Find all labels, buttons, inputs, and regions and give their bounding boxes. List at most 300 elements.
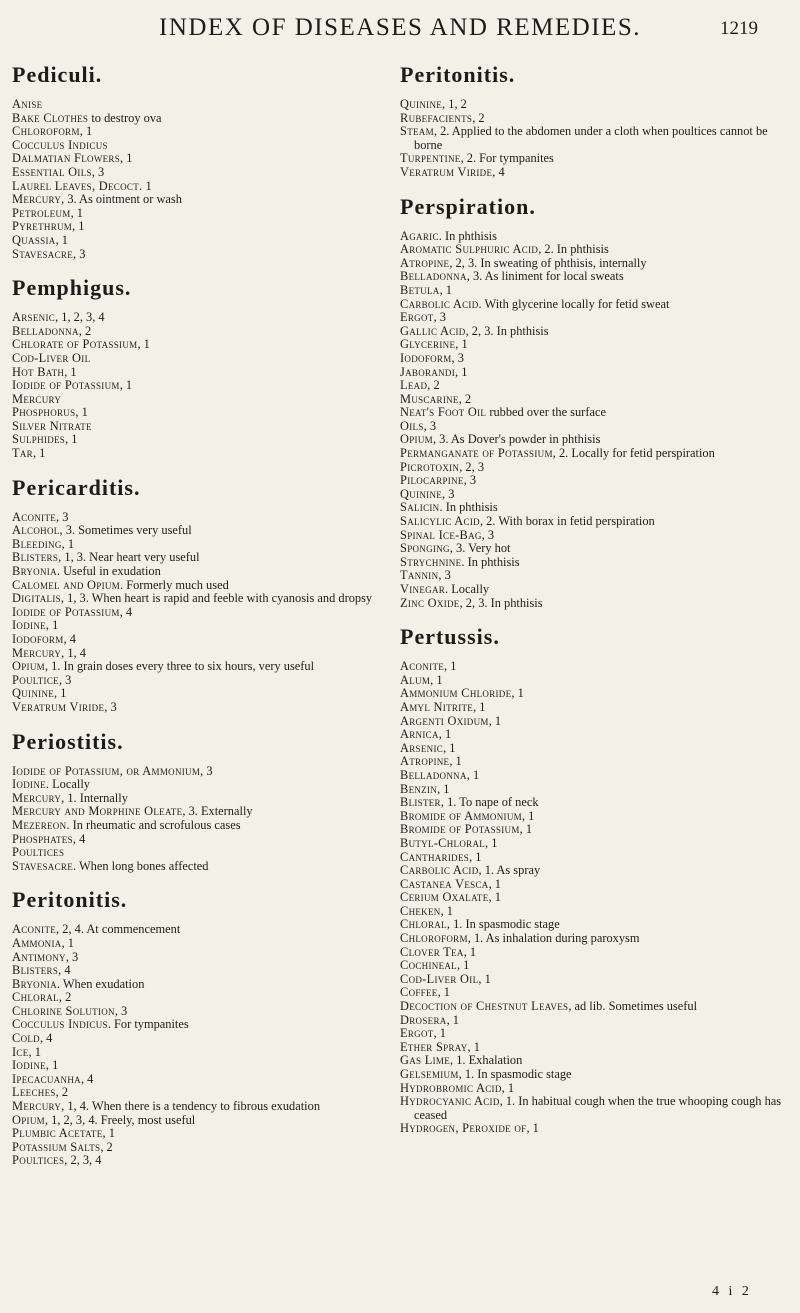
remedy-note: , 1 [61,536,75,551]
remedy-note: , 3 [104,699,117,714]
remedy-name: Alcohol [12,523,60,538]
remedy-note: , 1 [61,935,74,950]
index-entry [400,298,792,312]
entry-list [400,98,792,180]
remedy-name: Mercury [12,192,62,207]
index-entry [400,366,792,380]
entry-list [12,311,382,461]
index-entry [12,193,382,207]
remedy-name: Opium [12,1112,45,1127]
index-entry [400,986,792,1000]
index-entry [12,125,382,139]
remedy-note: . For tympanites [107,1017,189,1032]
remedy-note: , 1 [485,835,498,850]
remedy-note: , 3. Very hot [449,541,511,556]
remedy-name: Iodide of Potassium, or Ammonium [12,763,201,778]
index-entry [400,1000,792,1014]
index-entry [12,511,382,525]
page-number: 1219 [720,18,758,39]
index-entry [400,257,792,271]
remedy-note: , 1 [449,754,462,769]
remedy-name: Tannin [400,568,439,583]
remedy-note: , 3 [114,1003,128,1018]
remedy-name: Chlorine Solution [12,1003,115,1018]
remedy-note: , 2, 3, 4 [64,1153,102,1168]
remedy-note: , 1, 2, 3, 4 [55,310,105,325]
index-entry [400,959,792,973]
remedy-note: , 1 [437,781,450,796]
index-entry [400,973,792,987]
remedy-note: , 1 [119,378,133,393]
remedy-note: , 1, 4. When there is a tendency to fibrous exudation [61,1099,321,1114]
remedy-note: , 1 [456,958,470,973]
remedy-name: Cocculus Indicus [12,1017,108,1032]
index-entry [12,592,382,606]
remedy-name: Drosera [400,1012,447,1027]
index-entry [400,1054,792,1068]
index-entry [400,488,792,502]
remedy-note: , 1. In spasmodic stage [446,917,560,932]
remedy-name: Stavesacre [12,858,74,873]
remedy-name: Mercury and Morphine Oleate [12,804,183,819]
index-entry [400,542,792,556]
remedy-note: , 4 [119,604,133,619]
remedy-note: , 2 [472,110,485,125]
remedy-note: , 1 [137,337,150,352]
remedy-note: , 4 [63,632,76,646]
index-entry [12,98,382,112]
index-entry [400,701,792,715]
remedy-name: Betula [400,282,440,297]
index-entry [12,833,382,847]
remedy-note: , 3 [451,350,464,365]
remedy-name: Amyl Nitrite [400,699,474,714]
index-entry [12,379,382,393]
section-heading: Periostitis. [12,728,124,754]
index-entry [400,338,792,352]
index-entry [400,687,792,701]
remedy-note: , 3 [200,763,213,778]
remedy-note: , 3. Externally [182,804,253,819]
index-entry [400,674,792,688]
index-entry [12,447,382,461]
remedy-note: , 3 [433,310,446,325]
remedy-note: , 2 [100,1139,113,1154]
index-entry [12,1127,382,1141]
remedy-name: Aconite [12,922,57,937]
remedy-name: Aconite [12,509,57,524]
index-entry [12,207,382,221]
index-entry [12,964,382,978]
index-entry [12,978,382,992]
remedy-name: Petroleum [12,205,71,220]
right-column [400,62,792,1150]
remedy-name: Agaric [400,228,439,243]
index-entry [400,230,792,244]
index-entry [400,891,792,905]
remedy-name: Silver Nitrate [12,418,92,433]
index-entry [400,529,792,543]
remedy-name: Arsenic [12,310,56,325]
remedy-name: Belladonna [400,269,467,284]
section-heading: Peritonitis. [400,62,516,87]
remedy-name: Mercury [12,391,62,406]
remedy-note: , 3. As liniment for local sweats [466,269,624,284]
index-entry [400,742,792,756]
remedy-name: Anise [12,97,43,111]
index-entry [400,461,792,475]
entry-list [12,511,382,715]
remedy-name: Clover Tea [400,944,464,959]
remedy-name: Gas Lime [400,1053,451,1068]
index-section [12,275,382,461]
entry-list [400,230,792,611]
remedy-name: Cod-Liver Oil [400,971,479,986]
signature-mark: 4 i 2 [712,1284,752,1299]
remedy-note: , 2 [78,323,92,338]
section-heading: Perspiration. [400,193,536,219]
remedy-name: Hydrogen, Peroxide of [400,1121,527,1136]
index-entry [400,660,792,674]
remedy-name: Quassia [12,232,56,247]
remedy-note: . With glycerine locally for fetid sweat [478,296,670,311]
index-entry [400,918,792,932]
remedy-name: Muscarine [400,391,459,406]
index-entry [12,674,382,688]
remedy-note: . Locally [45,777,90,792]
index-entry [12,180,382,194]
remedy-note: . When exudation [56,976,145,991]
remedy-note: , 3 [423,418,437,433]
remedy-note: , 2, 4. At commencement [56,922,181,937]
index-entry [400,515,792,529]
index-entry [12,647,382,661]
index-entry [400,556,792,570]
remedy-name: Quinine [400,486,443,501]
index-entry [12,338,382,352]
remedy-note: , 2. Applied to the abdomen under a cloth when poultices cannot be borne [414,124,768,152]
remedy-name: Sulphides [12,432,66,447]
remedy-name: Belladonna [400,767,467,782]
remedy-name: Benzin [400,781,438,796]
index-entry [400,420,792,434]
index-entry [400,1082,792,1096]
remedy-name: Pyrethrum [12,219,73,234]
remedy-name: Dalmatian Flowers [12,151,121,166]
remedy-note: , 1 [79,124,93,139]
remedy-name: Neat's Foot Oil [400,405,487,420]
index-entry [400,715,792,729]
remedy-name: Ammonium Chloride [400,686,512,701]
index-entry [400,166,792,180]
remedy-note: , 1 [102,1126,115,1141]
remedy-note: , 4 [80,1071,94,1086]
index-entry [400,878,792,892]
remedy-name: Cheken [400,903,441,918]
index-entry [12,1100,382,1114]
remedy-name: Ether Spray [400,1039,468,1054]
remedy-name: Bake Clothes [12,110,89,125]
remedy-note: . In rheumatic and scrofulous cases [66,817,241,832]
index-entry [12,792,382,806]
index-entry [12,1086,382,1100]
remedy-name: Strychnine [400,554,462,569]
remedy-name: Zinc Oxide [400,595,460,610]
remedy-note: , 1 [440,903,453,918]
remedy-note: . When long bones affected [73,858,209,873]
remedy-name: Mercury [12,645,62,660]
index-entry [400,379,792,393]
index-entry [400,1027,792,1041]
remedy-name: Butyl-Chloral [400,835,486,850]
index-section [400,194,792,611]
remedy-note: , 1 [70,205,83,220]
remedy-note: , 1 [28,1044,41,1059]
index-entry [12,139,382,153]
remedy-note: , 1 [526,1121,539,1136]
entry-list [12,98,382,261]
index-entry [400,125,792,152]
remedy-name: Opium [400,432,433,447]
remedy-note: , 1. As spray [478,863,541,878]
index-entry [400,864,792,878]
index-entry [12,524,382,538]
index-entry [12,433,382,447]
remedy-note: , 1 [45,1058,59,1073]
index-entry [12,991,382,1005]
index-entry [400,152,792,166]
remedy-name: Rubefacients [400,110,473,125]
remedy-note: , 1. In habitual cough when the true whooping cough has ceased [414,1094,782,1122]
remedy-note: rubbed over the surface [486,405,606,420]
index-entry [400,569,792,583]
remedy-note: to destroy ova [88,110,162,125]
remedy-note: , 1, 3. Near heart very useful [58,550,200,565]
remedy-name: Oils [400,418,424,433]
remedy-note: , 1 [437,985,450,1000]
remedy-name: Chloral [400,917,447,932]
remedy-name: Ammonia [12,935,62,950]
index-entry [400,755,792,769]
remedy-note: . In phthisis [438,228,497,243]
remedy-name: Ergot [400,1026,434,1041]
remedy-name: Essential Oils [12,164,92,179]
index-entry [12,819,382,833]
index-entry [12,1114,382,1128]
remedy-note: . In phthisis [439,500,498,515]
remedy-name: Bromide of Potassium [400,822,520,837]
remedy-note: , 1 [473,699,486,714]
remedy-note: , 1 [438,727,452,742]
remedy-name: Cerium Oxalate [400,890,489,905]
index-entry [12,765,382,779]
remedy-name: Glycerine [400,337,456,352]
remedy-name: Picrotoxin [400,459,460,474]
index-entry [12,565,382,579]
remedy-name: Chloral [12,990,59,1005]
remedy-note: , 1 [463,944,477,959]
remedy-name: Calomel and Opium [12,577,121,592]
index-entry [400,1122,792,1136]
remedy-name: Pilocarpine [400,473,464,488]
remedy-note: , 1 [466,767,480,782]
remedy-note: , 1 [488,876,501,891]
remedy-note: , 2 [427,378,440,393]
remedy-name: Cold [12,1031,40,1046]
remedy-name: Cod-Liver Oil [12,350,91,365]
index-entry [12,1032,382,1046]
section-heading: Pemphigus. [12,275,132,301]
remedy-note: , 1 [455,364,468,379]
section-heading: Pericarditis. [12,474,141,500]
index-entry [12,1005,382,1019]
index-entry [400,851,792,865]
remedy-name: Salicylic Acid [400,514,480,529]
remedy-note: , 1, 4 [61,645,86,660]
index-entry [12,420,382,434]
index-entry [12,112,382,126]
remedy-note: , 3 [91,164,105,179]
index-entry [12,701,382,715]
index-entry [12,393,382,407]
remedy-note: , 1 [488,713,502,728]
remedy-note: , 2, 3. In sweating of phthisis, internally [449,255,647,270]
remedy-name: Veratrum Viride [12,699,105,714]
remedy-note: , 3 [58,672,72,687]
remedy-name: Bryonia [12,564,57,579]
index-entry [12,234,382,248]
remedy-name: Hot Bath [12,364,65,379]
remedy-name: Vinegar [400,582,446,596]
remedy-name: Iodine [12,1058,46,1073]
index-entry [400,243,792,257]
index-entry [400,783,792,797]
entry-list [400,660,792,1136]
index-entry [400,1095,792,1122]
index-entry [400,112,792,126]
index-entry [12,937,382,951]
index-entry [12,366,382,380]
index-entry [12,152,382,166]
remedy-name: Stavesacre [12,246,74,261]
remedy-note: , 1. In grain doses every three to six hours, very useful [44,659,315,674]
index-entry [400,1014,792,1028]
remedy-note: , 2. Locally for fetid perspiration [552,446,715,461]
index-entry [12,248,382,262]
index-entry [400,393,792,407]
index-entry [12,538,382,552]
remedy-note: , 3. As ointment or wash [61,192,182,207]
remedy-name: Tar [12,446,33,461]
remedy-name: Arnica [400,727,439,742]
remedy-note: , 1. Exhalation [450,1053,523,1068]
index-section [12,475,382,715]
index-entry [400,325,792,339]
index-entry [12,311,382,325]
remedy-note: , 1 [501,1080,515,1095]
remedy-name: Antimony [12,949,66,964]
remedy-note: , 2. For tympanites [460,151,554,166]
remedy-name: Iodide of Potassium [12,604,120,619]
remedy-name: Iodine [12,618,46,633]
remedy-name: Iodoform [12,632,64,646]
remedy-note: , 1 [75,405,88,420]
index-entry [400,905,792,919]
entry-list [12,765,382,874]
remedy-note: , 1 [55,232,68,247]
section-heading: Peritonitis. [12,887,128,913]
remedy-name: Sponging [400,541,450,556]
remedy-note: , 1 [120,151,133,166]
remedy-name: Atropine [400,255,450,270]
index-entry [12,606,382,620]
running-head [0,8,800,48]
remedy-name: Hydrocyanic Acid [400,1094,500,1109]
remedy-note: , 1 [521,808,535,823]
index-entry [400,946,792,960]
index-section [12,62,382,261]
remedy-name: Poultices [12,1153,65,1168]
remedy-name: Cocculus Indicus [12,137,108,152]
section-heading: Pertussis. [400,624,500,650]
index-entry [400,769,792,783]
remedy-note: , 3 [65,949,79,964]
remedy-name: Opium [12,659,45,674]
remedy-name: Iodoform [400,350,452,365]
remedy-note: , 3 [56,509,69,524]
index-entry [400,932,792,946]
remedy-name: Coffee [400,985,438,1000]
remedy-note: , 3 [73,246,86,261]
remedy-name: Jaborandi [400,364,456,379]
index-entry [12,1154,382,1168]
remedy-name: Castanea Vesca [400,876,489,891]
remedy-name: Gelsemium [400,1067,459,1081]
remedy-note: , 1 [64,364,77,379]
index-entry [400,837,792,851]
index-entry [400,728,792,742]
index-entry [400,352,792,366]
index-entry [12,687,382,701]
remedy-note: , 1. As inhalation during paroxysm [467,931,640,946]
index-section [12,729,382,874]
remedy-note: , 2 [55,1085,69,1100]
index-entry [12,551,382,565]
remedy-name: Arsenic [400,740,444,755]
remedy-note: , 1, 2 [442,97,467,111]
index-entry [400,823,792,837]
remedy-name: Carbolic Acid [400,863,479,878]
remedy-note: , 1 [45,618,59,633]
index-entry [400,796,792,810]
remedy-name: Atropine [400,754,450,769]
index-entry [12,1046,382,1060]
index-entry [12,951,382,965]
index-entry [12,923,382,937]
index-entry [400,474,792,488]
remedy-note: , 2 [58,990,72,1005]
remedy-name: Salicin [400,500,440,515]
remedy-note: , 1 [54,686,67,701]
remedy-name: Phosphates [12,831,73,846]
index-entry [12,805,382,819]
index-section [12,887,382,1168]
remedy-name: Ice [12,1044,29,1059]
remedy-name: Bromide of Ammonium [400,808,522,823]
index-entry [12,406,382,420]
remedy-note: , 1 [455,337,468,352]
index-entry [400,284,792,298]
